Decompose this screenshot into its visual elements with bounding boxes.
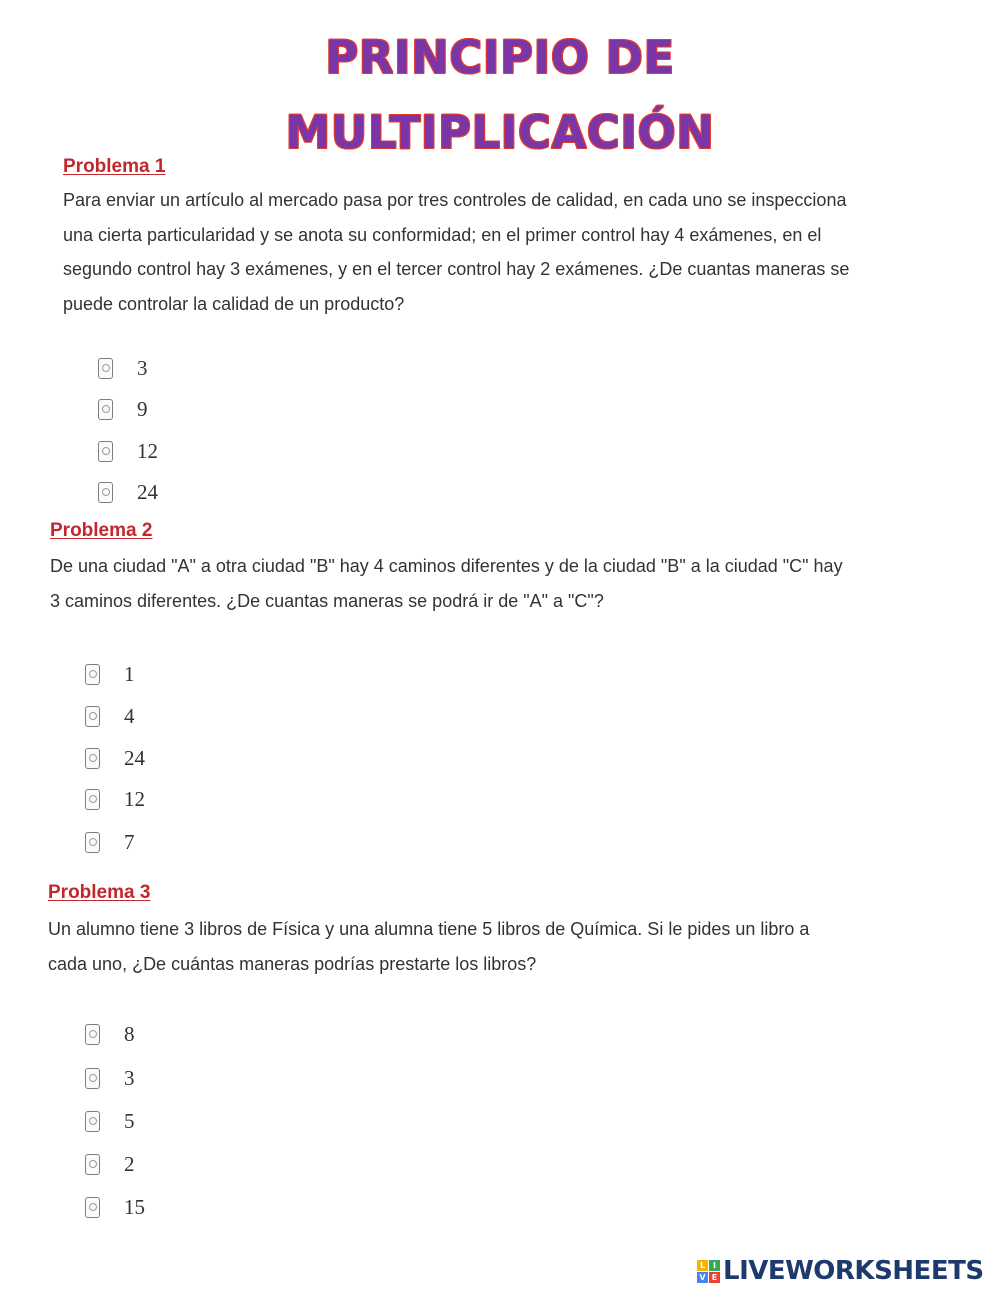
problem-3-option-1[interactable] xyxy=(85,1019,135,1049)
page-title-line-2: MULTIPLICACIÓN xyxy=(285,106,715,159)
radio-icon[interactable] xyxy=(98,358,113,379)
option-label: 24 xyxy=(137,479,158,504)
radio-icon[interactable] xyxy=(85,1024,100,1045)
option-label: 1 xyxy=(124,661,135,686)
option-label: 5 xyxy=(124,1108,135,1133)
option-label: 12 xyxy=(124,786,145,811)
radio-icon[interactable] xyxy=(85,832,100,853)
logo-letter: E xyxy=(709,1272,720,1283)
radio-icon[interactable] xyxy=(85,789,100,810)
radio-icon[interactable] xyxy=(85,1197,100,1218)
problem-3-option-3[interactable] xyxy=(85,1106,135,1136)
option-label: 9 xyxy=(137,396,148,421)
option-label: 3 xyxy=(124,1065,135,1090)
radio-icon[interactable] xyxy=(98,482,113,503)
problem-3-option-2[interactable] xyxy=(85,1063,135,1093)
liveworksheets-logo-icon xyxy=(697,1260,720,1283)
radio-icon[interactable] xyxy=(98,399,113,420)
problem-1-option-2[interactable] xyxy=(98,394,148,424)
question-line: De una ciudad "A" a otra ciudad "B" hay 4 caminos diferentes y de la ciudad "B" a la ciudad "C" hay xyxy=(50,556,843,576)
problem-3-question xyxy=(48,912,948,981)
logo-letter: I xyxy=(709,1260,720,1271)
radio-icon[interactable] xyxy=(85,1154,100,1175)
logo-letter: V xyxy=(697,1272,708,1283)
radio-icon[interactable] xyxy=(85,664,100,685)
radio-icon[interactable] xyxy=(98,441,113,462)
problem-2-option-1[interactable] xyxy=(85,659,135,689)
problem-1-question xyxy=(63,183,943,321)
radio-icon[interactable] xyxy=(85,1068,100,1089)
option-label: 8 xyxy=(124,1021,135,1046)
radio-icon[interactable] xyxy=(85,706,100,727)
radio-icon[interactable] xyxy=(85,1111,100,1132)
problem-2-option-2[interactable] xyxy=(85,701,135,731)
question-line: una cierta particularidad y se anota su conformidad; en el primer control hay 4 exámenes, en el xyxy=(63,224,822,245)
problem-2-option-5[interactable] xyxy=(85,827,135,857)
problem-1-option-4[interactable] xyxy=(98,477,158,507)
problem-3-heading: Problema 3 xyxy=(48,882,151,903)
liveworksheets-logo xyxy=(697,1255,984,1287)
question-line: Un alumno tiene 3 libros de Física y una alumna tiene 5 libros de Química. Si le pides un libro a xyxy=(48,919,810,939)
problem-3-option-4[interactable] xyxy=(85,1149,135,1179)
question-line: Para enviar un artículo al mercado pasa por tres controles de calidad, en cada uno se inspecciona xyxy=(63,190,847,210)
brand-text: LIVEWORKSHEETS xyxy=(723,1256,984,1286)
page-title-line-1: PRINCIPIO DE xyxy=(325,31,675,84)
problem-2-heading: Problema 2 xyxy=(50,520,153,541)
problem-2-question xyxy=(50,549,950,618)
question-line: segundo control hay 3 exámenes, y en el tercer control hay 2 exámenes. ¿De cuantas maneras se xyxy=(63,259,850,279)
question-line: cada uno, ¿De cuántas maneras podrías prestarte los libros? xyxy=(48,953,537,974)
option-label: 4 xyxy=(124,703,135,728)
option-label: 3 xyxy=(137,355,148,380)
option-label: 2 xyxy=(124,1151,135,1176)
problem-2-option-4[interactable] xyxy=(85,784,145,814)
page-title xyxy=(0,28,1000,163)
option-label: 7 xyxy=(124,829,135,854)
question-line: puede controlar la calidad de un producto? xyxy=(63,293,405,314)
problem-1-option-3[interactable] xyxy=(98,436,158,466)
logo-letter: L xyxy=(697,1260,708,1271)
option-label: 15 xyxy=(124,1194,145,1219)
problem-3-option-5[interactable] xyxy=(85,1192,145,1222)
problem-1-option-1[interactable] xyxy=(98,353,148,383)
problem-1-heading: Problema 1 xyxy=(63,156,166,177)
problem-2-option-3[interactable] xyxy=(85,743,145,773)
question-line: 3 caminos diferentes. ¿De cuantas maneras se podrá ir de "A" a "C"? xyxy=(50,590,604,611)
option-label: 12 xyxy=(137,438,158,463)
option-label: 24 xyxy=(124,745,145,770)
radio-icon[interactable] xyxy=(85,748,100,769)
